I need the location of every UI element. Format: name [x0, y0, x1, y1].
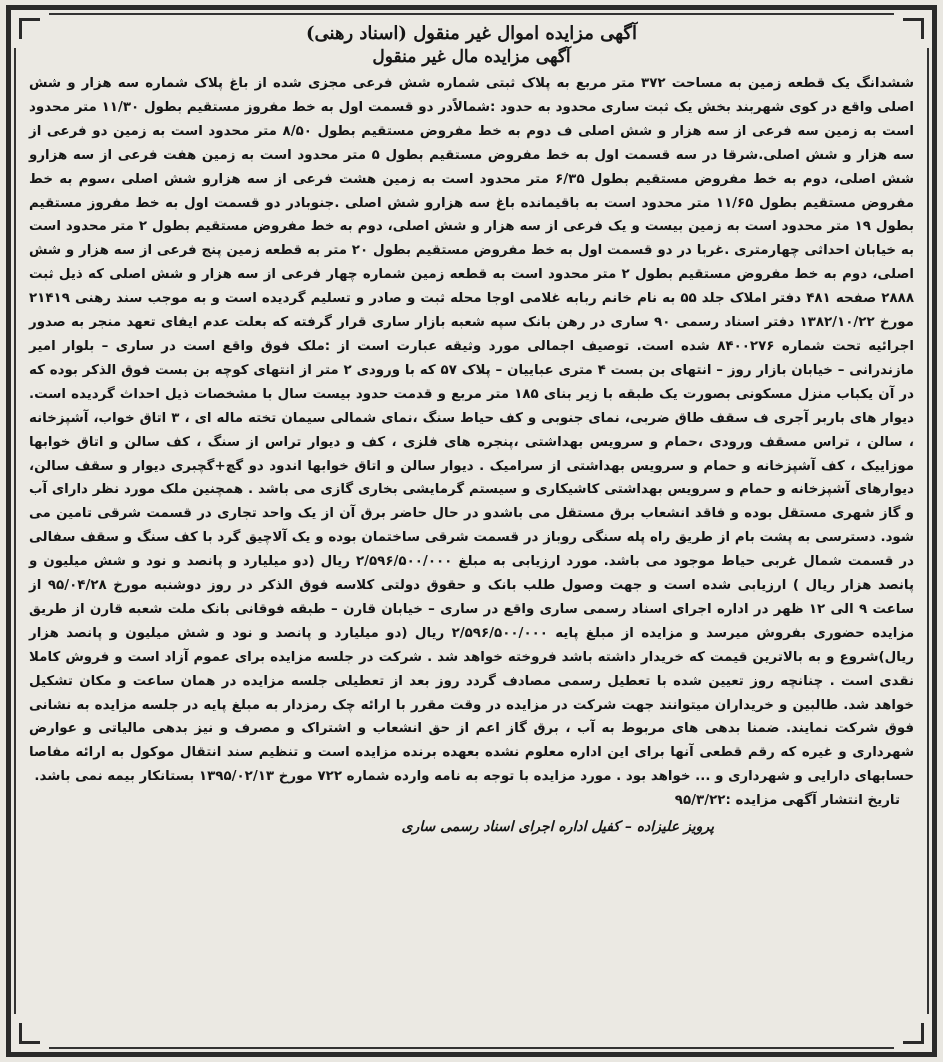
notice-title: آگهی مزایده اموال غیر منقول (اسناد رهنی) — [306, 23, 637, 44]
publication-date: تاریخ انتشار آگهی مزایده :۹۵/۳/۲۲ — [674, 793, 900, 809]
signature-line: پرویز علیزاده – کفیل اداره اجرای اسناد رسمی ساری — [401, 819, 714, 836]
notice-body: ششدانگ یک قطعه زمین به مساحت ۳۷۲ متر مربع به پلاک ثبتی شماره شش فرعی مجزی شده از باغ پلاک شماره سه هزار و شش اصلی واقع در کوی شهربند بخش یک ثبت ساری محدود به حدود :شمالاًدر دو قسمت اول به خط مفروز مستقیم بطول ۱۱/۳۰ متر محدود است به زمین سه فرعی از سه هزار و شش اصلی ف دوم به خط مفروض مستقیم بطول ۸/۵۰ متر محدود است به زمین دو فرعی از سه هزار و شش اصلی.شرقا در سه قسمت اول به خط مفروض مستقیم بطول ۵ متر محدود است به زمین هفت فرعی از سه هزارو شش اصلی، دوم به خط مفروض مستقیم بطول ۶/۳۵ متر محدود است به زمین هشت فرعی از سه هزارو شش اصلی ،سوم به خط مفروض مستقیم بطول ۱۱/۶۵ متر محدود است به باقیمانده باغ سه هزارو شش اصلی .جنوبادر دو قسمت اول به خط مفروز مستقیم بطول ۱۹ متر محدود است به زمین بیست و یک فرعی از سه هزار و شش اصلی، دوم به خط مفروض مستقیم بطول ۲ متر محدود است به خیابان احداثی چهارمتری .غربا در دو قسمت اول به خط مفروض مستقیم بطول ۲۰ متر به قطعه زمین پنج فرعی از سه هزار و شش اصلی، دوم به خط مفروض مستقیم بطول ۲ متر محدود است به قطعه زمین شماره چهار فرعی از سه هزار و شش اصلی که ذیل ثبت ۲۸۸۸ صفحه ۴۸۱ دفتر املاک جلد ۵۵ به نام خانم ربابه غلامی اوجا محله ثبت و صادر و تسلیم گردیده است و به موجب سند رهنی ۲۱۴۱۹ مورخ ۱۳۸۲/۱۰/۲۲ دفتر اسناد رسمی ۹۰ ساری در رهن بانک سپه شعبه بازار ساری قرار گرفته که بعلت عدم ایفای تعهد منجر به صدور اجرائیه تحت شماره ۸۴۰۰۲۷۶ شده است. توصیف اجمالی مورد وثیقه عبارت است از :ملک فوق واقع است در ساری – بلوار امیر مازندرانی – خیابان بازار روز – انتهای بن بست ۴ متری عباییان – پلاک ۵۷ که با ورودی ۲ متر از انتهای کوچه بن بست فوق الذکر بوده که در آن یکباب منزل مسکونی بصورت یک طبقه با زیر بنای ۱۸۵ متر مربع و قدمت حدود بیست سال با مشخصات ذیل احداث گردیده است. دیوار های باربر آجری ف سقف طاق ضربی، نمای جنوبی و کف حیاط سنگ ،نمای شمالی سیمان تخته ماله ای ، ۳ اتاق خواب، آشپزخانه ، سالن ، تراس مسقف ورودی ،حمام و سرویس بهداشتی ،پنجره های فلزی ، کف و دیوار تراس از سنگ ، کف سالن و اتاق خوابها موزاییک ، کف آشپزخانه و حمام و سرویس بهداشتی از سرامیک . دیوار سالن و اتاق خوابها اندود دو گچ+گچبری دیوار و سقف سالن، دیوارهای آشپزخانه و حمام و سرویس بهداشتی کاشیکاری و سیستم گرمایشی بخاری گازی می باشد . همچنین ملک مورد نظر دارای آب و گاز شهری مستقل بوده و فاقد انشعاب برق مستقل می باشدو در حال حاضر برق آن از یک واحد تجاری در قسمت شرقی تامین می شود. دسترسی به پشت بام از طریق راه پله سنگی روباز در قسمت شرقی ساختمان بوده و یک آلاچیق گرد با کف سنگ و سقف سفالی در قسمت شمال غربی حیاط موجود می باشد. مورد ارزیابی به مبلغ ۲/۵۹۶/۵۰۰/۰۰۰ ریال (دو میلیارد و پانصد و نود و شش میلیون و پانصد هزار ریال ) ارزیابی شده است و جهت وصول طلب بانک و حقوق دولتی کلاسه فوق الذکر در روز دوشنبه مورخ ۹۵/۰۴/۲۸ از ساعت ۹ الی ۱۲ ظهر در اداره اجرای اسناد رسمی ساری واقع در ساری – خیابان قارن – طبقه فوقانی بانک ملت شعبه قارن از طریق مزایده حضوری بفروش میرسد و مزایده از مبلغ پایه ۲/۵۹۶/۵۰۰/۰۰۰ ریال (دو میلیارد و پانصد و نود و شش میلیون و پانصد هزار ریال)شروع و به بالاترین قیمت که خریدار داشته باشد فروخته خواهد شد . شرکت در جلسه مزایده برای عموم آزاد است و فروش کاملا نقدی است . چنانچه روز تعیین شده با تعطیل رسمی مصادف گردد روز بعد از تعطیلی جلسه مزایده در همان ساعت و مکان تشکیل خواهد شد. طالبین و خریداران میتوانند جهت شرکت در مزایده در وقت مقرر با ارائه چک رمزدار به مبلغ پایه در جلسه مزایده به نشانی فوق شرکت نمایند. ضمنا بدهی های مربوط به آب ، برق گاز اعم از حق انشعاب و اشتراک و مصرف و نیز بدهی مالیاتی و عوارض شهرداری و غیره که رقم قطعی آنها برای این اداره معلوم نشده بعهده برنده مزایده است و تنظیم سند انتقال موکول به ارائه مفاصا حسابهای دارایی و شهرداری و ... خواهد بود . مورد مزایده با توجه به نامه وارده شماره ۷۲۲ مورخ ۱۳۹۵/۰۲/۱۳ بستانکار بیمه نمی باشد. — [29, 76, 914, 785]
notice-subtitle: آگهی مزایده مال غیر منقول — [372, 47, 571, 67]
notice-content — [29, 20, 914, 1036]
notice-frame — [6, 5, 937, 1057]
